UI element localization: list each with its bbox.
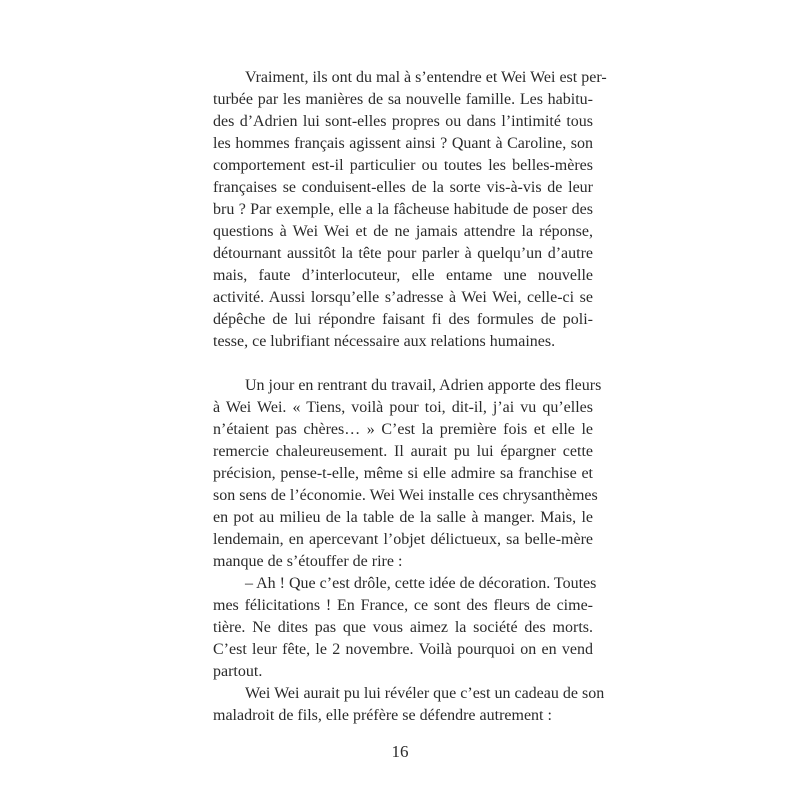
text-line: les hommes français agissent ainsi ? Quant à Caroline, son (213, 135, 593, 152)
text-line: partout. (213, 663, 263, 680)
text-line: activité. Aussi lorsqu’elle s’adresse à Wei Wei, celle-ci se (213, 289, 593, 306)
text-line: C’est leur fête, le 2 novembre. Voilà pourquoi on en vend (213, 641, 593, 658)
text-line: questions à Wei Wei et de ne jamais attendre la réponse, (213, 223, 593, 240)
text-line: son sens de l’économie. Wei Wei installe ces chrysanthèmes (213, 487, 598, 504)
text-line: manque de s’étouffer de rire : (213, 553, 403, 570)
text-line: mais, faute d’interlocuteur, elle entame une nouvelle (213, 267, 593, 284)
text-line: n’étaient pas chères… » C’est la première fois et elle le (213, 421, 593, 438)
text-line: en pot au milieu de la table de la salle à manger. Mais, le (213, 509, 593, 526)
text-line: des d’Adrien lui sont-elles propres ou dans l’intimité tous (213, 113, 593, 130)
text-line: dépêche de lui répondre faisant fi des formules de poli- (213, 311, 593, 328)
text-line: à Wei Wei. « Tiens, voilà pour toi, dit-il, j’ai vu qu’elles (213, 399, 593, 416)
page-number: 16 (391, 742, 409, 761)
text-line: tesse, ce lubrifiant nécessaire aux relations humaines. (213, 333, 556, 350)
dialogue-line: – Ah ! Que c’est drôle, cette idée de décoration. Toutes (245, 575, 597, 592)
text-line: turbée par les manières de sa nouvelle famille. Les habitu- (213, 91, 593, 108)
text-line: Vraiment, ils ont du mal à s’entendre et Wei Wei est per- (245, 69, 607, 86)
text-line: Wei Wei aurait pu lui révéler que c’est un cadeau de son (245, 685, 605, 702)
text-line: comportement est-il particulier ou toutes les belles-mères (213, 157, 593, 174)
text-line: bru ? Par exemple, elle a la fâcheuse habitude de poser des (213, 201, 593, 218)
text-line: remercie chaleureusement. Il aurait pu lui épargner cette (213, 443, 593, 460)
text-line: mes félicitations ! En France, ce sont des fleurs de cime- (213, 597, 593, 614)
text-line: lendemain, en apercevant l’objet délictueux, sa belle-mère (213, 531, 593, 548)
text-line: tière. Ne dites pas que vous aimez la société des morts. (213, 619, 593, 636)
text-line: maladroit de fils, elle préfère se défendre autrement : (213, 707, 552, 724)
text-line: françaises se conduisent-elles de la sorte vis-à-vis de leur (213, 179, 593, 196)
text-line: détournant aussitôt la tête pour parler à quelqu’un d’autre (213, 245, 593, 262)
text-line: Un jour en rentrant du travail, Adrien apporte des fleurs (245, 377, 602, 394)
text-line: précision, pense-t-elle, même si elle admire sa franchise et (213, 465, 593, 482)
